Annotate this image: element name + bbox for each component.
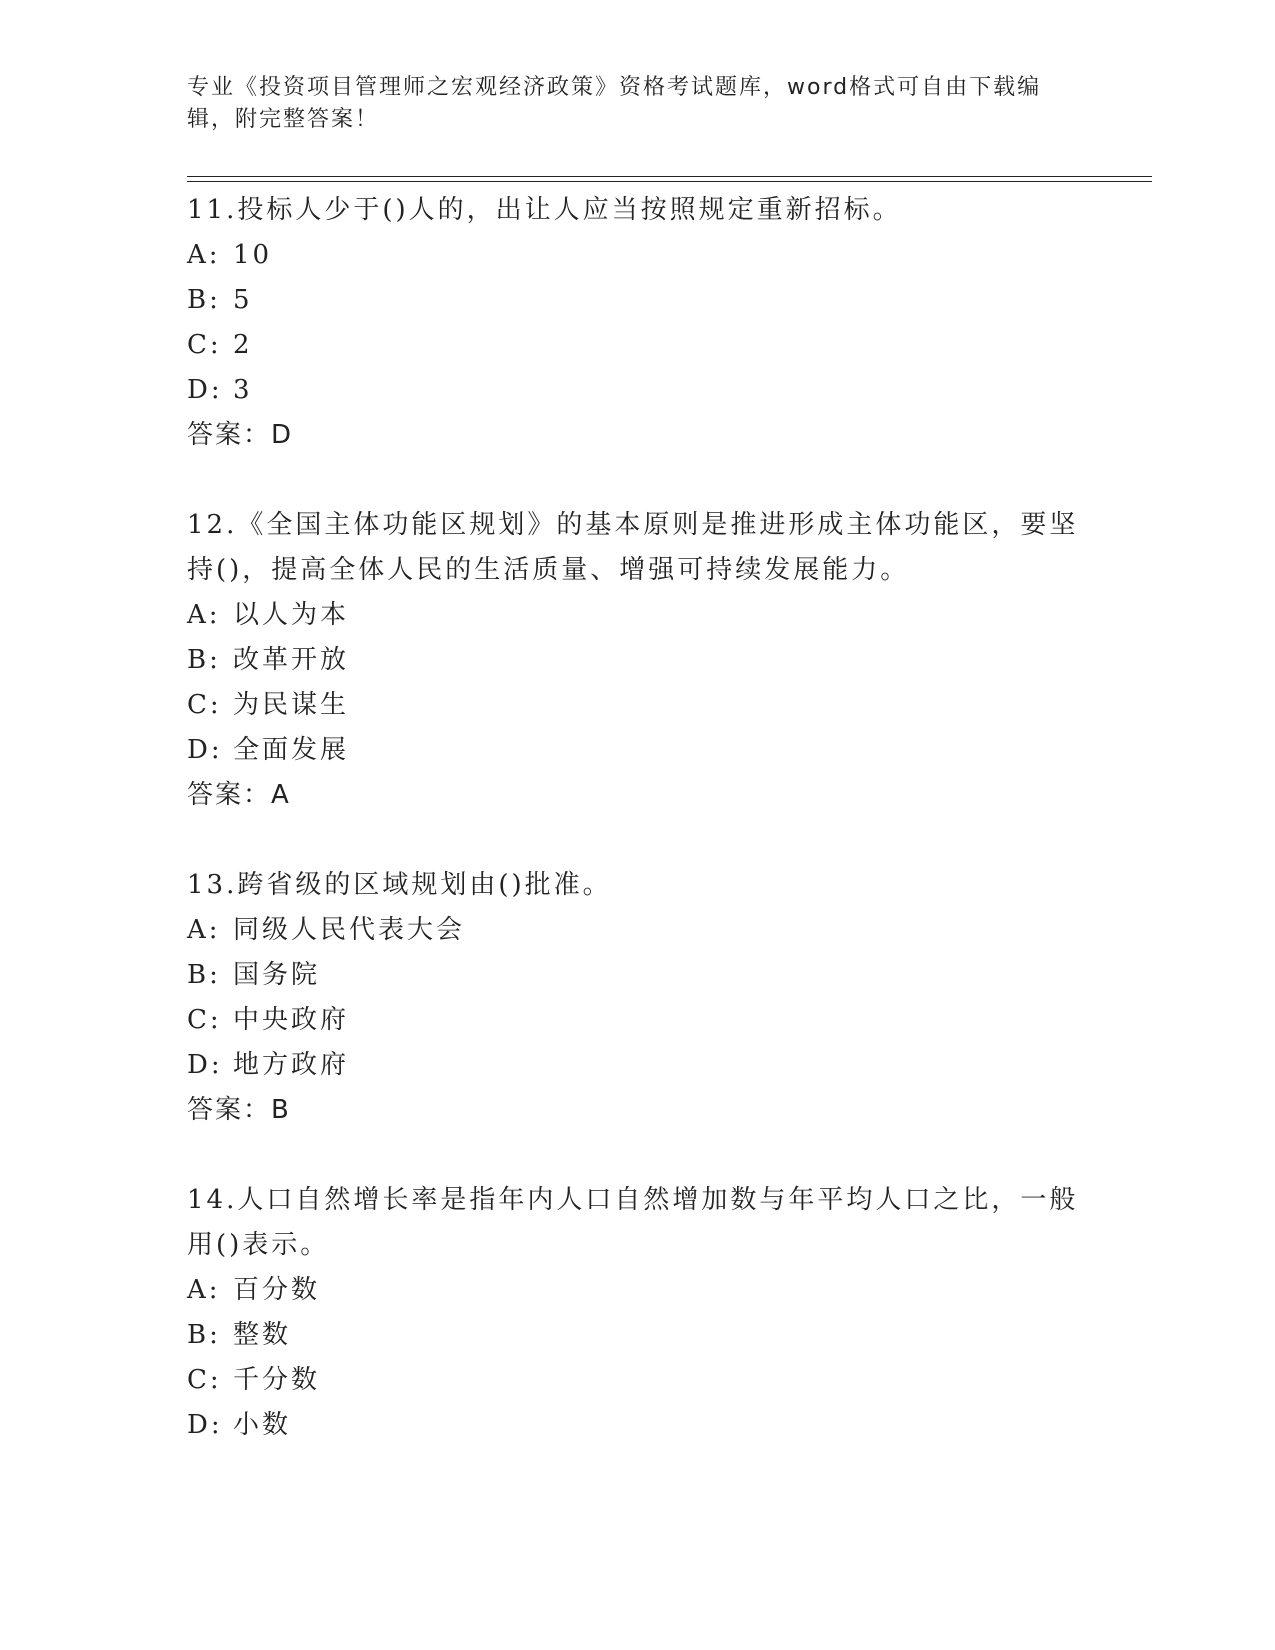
option-text: 整数 [233,1320,292,1350]
question-stem [187,863,1087,908]
option-c [187,683,1087,728]
option-a [187,593,1087,638]
option-c [187,998,1087,1043]
option-letter: B: [187,645,221,675]
question-stem [187,503,1087,593]
question-text: 《全国主体功能区规划》的基本原则是推进形成主体功能区，要坚持()，提高全体人民的生活质量、增强可持续发展能力。 [187,510,1079,585]
option-a [187,908,1087,953]
question-13 [187,863,1087,1133]
option-text: 地方政府 [233,1050,350,1080]
question-number: 11. [187,195,238,225]
option-text: 3 [233,375,253,405]
option-letter: D: [187,375,223,405]
option-text: 2 [233,330,253,360]
answer-line: 答案：D [187,420,294,450]
question-number: 13. [187,870,238,900]
option-letter: A: [187,1275,221,1305]
question-12 [187,503,1087,818]
option-letter: C: [187,1005,222,1035]
option-letter: B: [187,1320,221,1350]
option-letter: C: [187,330,222,360]
option-letter: A: [187,915,221,945]
option-text: 中央政府 [233,1005,350,1035]
option-d [187,728,1087,773]
option-b [187,1313,1087,1358]
option-a [187,1268,1087,1313]
option-letter: A: [187,600,221,630]
option-text: 千分数 [233,1365,321,1395]
question-number: 12. [187,510,238,540]
option-text: 百分数 [233,1275,321,1305]
option-letter: C: [187,1365,222,1395]
option-text: 同级人民代表大会 [233,915,466,945]
option-text: 改革开放 [233,645,350,675]
question-stem [187,1178,1087,1268]
option-text: 全面发展 [233,735,350,765]
option-d [187,1043,1087,1088]
question-number: 14. [187,1185,238,1215]
option-c [187,1358,1087,1403]
option-c [187,323,1087,368]
option-text: 5 [233,285,253,315]
option-text: 10 [233,240,273,270]
question-list [187,188,1087,1493]
option-text: 为民谋生 [233,690,350,720]
option-letter: B: [187,960,221,990]
option-letter: A: [187,240,221,270]
option-text: 以人为本 [233,600,350,630]
option-a [187,233,1087,278]
option-letter: D: [187,1050,223,1080]
option-b [187,278,1087,323]
header-divider-top [187,176,1152,177]
question-text: 跨省级的区域规划由()批准。 [237,870,612,900]
document-header [187,72,1067,136]
option-d [187,1403,1087,1448]
option-b [187,638,1087,683]
option-d [187,368,1087,413]
question-text: 人口自然增长率是指年内人口自然增加数与年平均人口之比，一般用()表示。 [187,1185,1079,1260]
answer-line: 答案：A [187,780,291,810]
option-letter: D: [187,735,223,765]
option-letter: D: [187,1410,223,1440]
option-text: 小数 [233,1410,292,1440]
option-text: 国务院 [233,960,321,990]
question-11 [187,188,1087,458]
option-b [187,953,1087,998]
question-stem [187,188,1087,233]
answer-line: 答案：B [187,1095,291,1125]
question-text: 投标人少于()人的，出让人应当按照规定重新招标。 [237,195,902,225]
header-divider-bottom [187,181,1152,182]
header-text: 专业《投资项目管理师之宏观经济政策》资格考试题库，word格式可自由下载编辑，附完整答案！ [187,75,1042,132]
question-14 [187,1178,1087,1448]
option-letter: B: [187,285,221,315]
option-letter: C: [187,690,222,720]
